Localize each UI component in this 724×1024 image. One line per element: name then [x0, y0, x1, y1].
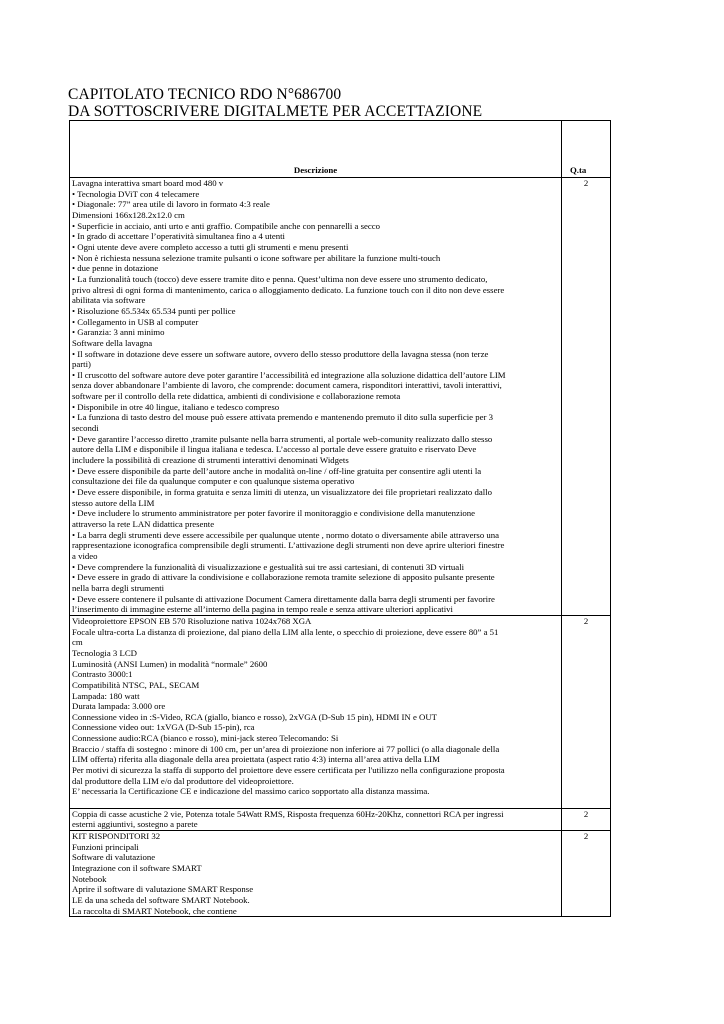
description-line: Luminosità (ANSI Lumen) in modalità “normale” 2600 [72, 658, 268, 669]
description-line: autore della LIM e disponibile il lingua italiana e tedesca. L’accesso al portale deve essere gratuito e riservato Deve [72, 444, 477, 455]
item-description [70, 808, 562, 830]
table-row [70, 178, 611, 616]
description-line: • La funzionalità touch (tocco) deve essere tramite dito e penna. Quest’ultima non deve essere uno strumento dedicato, [72, 273, 488, 284]
description-line: Dimensioni 166x128.2x12.0 cm [72, 209, 185, 220]
description-line: l’inserimento di immagine esterne all’interno della pagina in tempo reale e senza attivare ulteriori applicativi [72, 604, 453, 615]
description-line: Compatibilità NTSC, PAL, SECAM [72, 679, 200, 690]
description-line: includere la possibilità di creazione di strumenti interattivi denominati Widgets [72, 455, 349, 466]
description-line: Integrazione con il software SMART [72, 863, 202, 873]
title-line-1: CAPITOLATO TECNICO RDO N°686700 [68, 86, 342, 103]
description-line: consultazione dei file da qualunque computer e con qualunque sistema operativo [72, 476, 355, 487]
description-line: esterni aggiuntivi, sostegno a parete [72, 819, 198, 830]
quantity-header: Q.ta [562, 121, 611, 178]
description-line: Per motivi di sicurezza la staffa di supporto del proiettore deve essere certificata per l'utilizzo nella configurazione proposta [72, 765, 505, 776]
description-line: Aprire il software di valutazione SMART Response [72, 884, 254, 895]
description-line: • Disponibile in otre 40 lingue, italiano e tedesco compreso [72, 401, 280, 412]
description-line: privo altresì di ogni forma di mantenimento, carica o alloggiamento dedicato. La funzione touch con il dito non deve essere [72, 284, 505, 295]
description-line: LE da una scheda del software SMART Notebook. [72, 894, 250, 905]
description-line: • Collegamento in USB al computer [72, 316, 199, 327]
description-line: La raccolta di SMART Notebook, che contiene [72, 905, 237, 916]
description-line: nella barra degli strumenti [72, 582, 165, 593]
item-quantity: 2 [562, 178, 611, 616]
description-line: dal produttore della LIM e/o dal produttore del videoproiettore. [72, 775, 294, 786]
description-line: cm [72, 637, 83, 648]
description-line: parti) [72, 359, 91, 370]
description-line: software per il controllo della rete didattica, ambienti di condivisione e collaborazione remota [72, 391, 401, 402]
item-description [70, 831, 562, 917]
specification-table [69, 120, 611, 917]
description-line: • Il cruscotto del software autore deve poter garantire l’accessibilità ed integrazione alla soluzione didattica dell’autore LIM [72, 369, 506, 380]
description-line: secondi [72, 423, 99, 434]
description-line: • Superficie in acciaio, anti urto e anti graffio. Compatibile anche con pennarelli a secco [72, 220, 381, 231]
description-line: rappresentazione iconografica comprensibile degli strumenti. L’attivazione degli strumenti non deve aprire ulteriori finestre [72, 540, 505, 551]
description-line: • La barra degli strumenti deve essere accessibile per qualunque utente , normo dotato o diversamente abile attraverso una [72, 529, 500, 540]
description-line: • Deve essere in grado di attivare la condivisione e collaborazione remota tramite selezione di apposito pulsante presente [72, 572, 495, 583]
description-line: • due penne in dotazione [72, 263, 159, 274]
description-line: Lavagna interattiva smart board mod 480 v [72, 178, 224, 188]
description-line: • Il software in dotazione deve essere un software autore, ovvero dello stesso produttore della lavagna stessa (non terze [72, 348, 489, 359]
item-description [70, 615, 562, 808]
description-line: Connessione video out: 1xVGA (D-Sub 15-pin), rca [72, 722, 255, 733]
document-title [68, 86, 668, 120]
description-line: • Non è richiesta nessuna selezione tramite pulsanti o icone software per abilitare la funzione multi-touch [72, 252, 441, 263]
description-line: Videoproiettore EPSON EB 570 Risoluzione nativa 1024x768 XGA [72, 615, 312, 626]
item-description [70, 178, 562, 616]
description-line: Focale ultra-corta La distanza di proiezione, dal piano della LIM alla lente, o specchio di proiezione, deve essere 80” a 51 [72, 626, 499, 637]
description-header: Descrizione [70, 121, 562, 178]
description-line: • Tecnologia DViT con 4 telecamere [72, 188, 200, 199]
description-line: • Risoluzione 65.534x 65.534 punti per pollice [72, 305, 236, 316]
description-line: • Deve includere lo strumento amministratore per poter favorire il monitoraggio e condivisione della manutenzione [72, 508, 476, 519]
description-line: KIT RISPONDITORI 32 [72, 831, 161, 842]
description-line: Tecnologia 3 LCD [72, 647, 137, 658]
description-line: Software di valutazione [72, 852, 156, 863]
description-line: Software della lavagna [72, 337, 153, 348]
table-row [70, 808, 611, 830]
description-line: • Deve essere disponibile, in forma gratuita e senza limiti di utenza, un visualizzatore dei file proprietari realizzato dallo [72, 487, 492, 498]
description-line: • La funziona di tasto destro del mouse può essere attivata premendo e mantenendo premuto il dito sulla superficie per 3 [72, 412, 493, 423]
item-quantity: 2 [562, 808, 611, 830]
description-line: stesso autore della LIM [72, 497, 155, 508]
description-line: Notebook [72, 873, 107, 884]
description-line: Coppia di casse acustiche 2 vie, Potenza totale 54Watt RMS, Risposta frequenza 60Hz-20Khz, connettori RCA per ingressi [72, 808, 504, 819]
description-line: E’ necessaria la Certificazione CE e indicazione del massimo carico sopportato alla distanza massima. [72, 786, 430, 797]
table-header-row [70, 121, 611, 178]
description-line: Lampada: 180 watt [72, 690, 140, 701]
item-quantity: 2 [562, 615, 611, 808]
description-line: Contrasto 3000:1 [72, 669, 133, 680]
description-line: • Deve essere contenere il pulsante di attivazione Document Camera direttamente dalla barra degli strumenti per favorire [72, 593, 495, 604]
table-row [70, 615, 611, 808]
description-line: Braccio / staffa di sostegno : minore di 100 cm, per un’area di proiezione non inferiore ai 77 pollici (o alla diagonale della [72, 743, 500, 754]
description-line: • Garanzia: 3 anni minimo [72, 327, 165, 338]
description-line: Funzioni principali [72, 841, 139, 852]
title-line-2: DA SOTTOSCRIVERE DIGITALMETE PER ACCETTAZIONE [68, 103, 483, 120]
table-row [70, 831, 611, 917]
description-line: • Diagonale: 77” area utile di lavoro in formato 4:3 reale [72, 199, 270, 210]
description-line: • Ogni utente deve avere completo accesso a tutti gli strumenti e menu presenti [72, 241, 349, 252]
description-line: • Deve essere disponibile da parte dell’autore anche in modalità on-line / off-line gratuita per consentire agli utenti la [72, 465, 482, 476]
item-quantity: 2 [562, 831, 611, 917]
description-line: • Deve comprendere la funzionalità di visualizzazione e gestualità sui tre assi cartesiani, di contenuti 3D virtuali [72, 561, 465, 572]
description-line: • Deve garantire l’accesso diretto ,tramite pulsante nella barra strumenti, al portale web-comunity realizzato dallo stesso [72, 433, 493, 444]
description-line: abilitata via software [72, 295, 146, 306]
description-line: • In grado di accettare l’operatività simultanea fino a 4 utenti [72, 231, 285, 242]
description-line: a video [72, 550, 98, 561]
description-line: Durata lampada: 3.000 ore [72, 701, 166, 712]
description-line: Connessione video in :S-Video, RCA (giallo, bianco e rosso), 2xVGA (D-Sub 15 pin), HDMI IN e OUT [72, 711, 437, 722]
description-line [72, 797, 559, 808]
description-line: attraverso la rete LAN didattica presente [72, 519, 215, 529]
description-line: LIM offerta) riferita alla diagonale della area proiettata (aspect ratio 4:3) interna all’area attiva della LIM [72, 754, 440, 765]
description-line: Connessione audio:RCA (bianco e rosso), mini-jack stereo Telecomando: Si [72, 733, 339, 744]
description-line: senza dover abbandonare l’ambiente di lavoro, che comprende: document camera, risponditori interattivi, tavoli interattivi, [72, 380, 502, 391]
